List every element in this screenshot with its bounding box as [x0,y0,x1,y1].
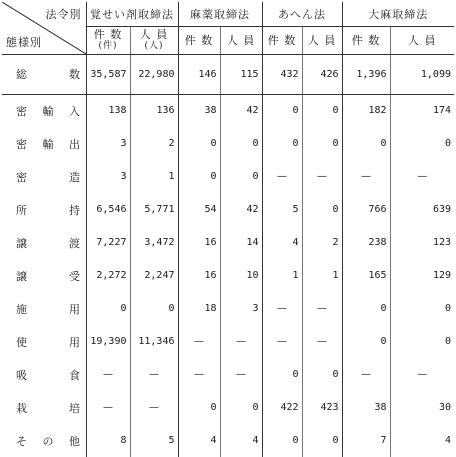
subheader-count: 件 数 [342,26,390,54]
table-body [2,54,454,457]
cell-count: — [342,160,390,193]
corner-header [2,2,86,54]
cell-count: 4 [262,226,302,259]
law-header-narcotics: 麻薬取締法 [178,2,262,26]
cell-count: 0 [262,358,302,391]
cell-people: 14 [220,226,262,259]
cell-people: 129 [432,270,451,281]
cell-count: — [262,325,302,358]
cell-people: 22,980 [130,54,178,94]
table-row [2,94,454,127]
cell-people: 11,346 [130,325,178,358]
cell-people: — [417,369,428,380]
cell-people: 0 [220,160,262,193]
cell-people: 0 [220,391,262,424]
cell-people: 30 [438,402,451,413]
cell-people: 2 [302,226,342,259]
cell-people: 1,099 [390,54,454,94]
table-row [2,226,454,259]
cell-people: 0 [444,138,451,149]
cell-count: 0 [178,391,220,424]
cell-count: — [178,325,220,358]
table-row-total [2,54,454,94]
cell-people: 4 [444,435,451,446]
cell-count: 0 [178,127,220,160]
cell-count: 16 [178,259,220,292]
cell-count: 0 [178,160,220,193]
cell-people: — [302,292,342,325]
cell-people: 423 [302,391,342,424]
cell-people: 174 [432,105,451,117]
cell-count: 146 [178,54,220,94]
row-label: 譲 受 [2,259,86,292]
corner-label-type: 態様別 [6,35,42,49]
cell-people: 0 [302,193,342,226]
cell-people: 0 [302,94,342,127]
cell-people: 639 [432,204,451,215]
cell-people: — [302,160,342,193]
row-label: そ の 他 [2,424,86,457]
cell-count: 432 [262,54,302,94]
cell-count: 16 [178,226,220,259]
cell-count: 3 [86,160,130,193]
cell-count: 6,546 [86,193,130,226]
cell-people: 0 [220,127,262,160]
row-label: 密 輸 入 [2,94,86,127]
cell-people: 4 [220,424,262,457]
subheader-count: 件 数 [178,26,220,54]
cell-people: — [417,171,428,182]
cell-count: 1,396 [342,54,390,94]
table-row [2,325,454,358]
cell-count: — [342,358,390,391]
row-label: 使 用 [2,325,86,358]
cell-people: — [130,391,178,424]
cell-count: 38 [342,391,390,424]
row-label: 譲 渡 [2,226,86,259]
cell-people: — [220,325,262,358]
row-label: 施 用 [2,292,86,325]
table-row [2,424,454,457]
subheader-people: 人 員 [220,26,262,54]
cell-count: 7 [342,424,390,457]
subheader-count: 件 数 (件) [86,26,130,54]
subheader-people: 人 員 (人) [130,26,178,54]
law-header-opium: あへん法 [262,2,342,26]
cell-people: 2 [130,127,178,160]
cell-count: 54 [178,193,220,226]
cell-count: 0 [342,127,390,160]
law-header-stimulants: 覚せい剤取締法 [86,2,178,26]
cell-count: 0 [342,292,390,325]
cell-people: 3,472 [130,226,178,259]
cell-people: 3 [220,292,262,325]
row-label: 密 造 [2,160,86,193]
cell-people: 123 [432,237,451,248]
row-label: 総 数 [2,54,86,94]
table-row [2,292,454,325]
cell-people: — [302,325,342,358]
table-row [2,127,454,160]
cell-count: — [86,358,130,391]
table-row [2,193,454,226]
cell-people: 10 [220,259,262,292]
cell-count: 0 [86,292,130,325]
cell-count: 5 [262,193,302,226]
cell-people: 2,247 [130,259,178,292]
cell-count: 35,587 [86,54,130,94]
cell-count: 3 [86,127,130,160]
cell-people: 0 [302,127,342,160]
cell-people: 0 [302,424,342,457]
cell-count: — [178,358,220,391]
cell-count: 7,227 [86,226,130,259]
row-label: 栽 培 [2,391,86,424]
cell-count: 38 [178,94,220,127]
cell-people: 5 [130,424,178,457]
cell-count: 766 [342,193,390,226]
table-row [2,358,454,391]
cell-count: 138 [86,94,130,127]
cell-people: 42 [220,94,262,127]
cell-count: — [262,160,302,193]
cell-count: 2,272 [86,259,130,292]
cell-count: — [262,292,302,325]
row-label: 密 輸 出 [2,127,86,160]
cell-people: 0 [444,336,451,347]
law-header-cannabis: 大麻取締法 [342,2,454,26]
cell-count: 0 [262,94,302,127]
row-label: 吸 食 [2,358,86,391]
row-label: 所 持 [2,193,86,226]
drug-offense-table [2,2,454,457]
cell-people: 136 [130,94,178,127]
cell-count: 0 [262,127,302,160]
cell-people: 0 [302,358,342,391]
cell-count: 4 [178,424,220,457]
cell-count: 165 [342,259,390,292]
cell-people: — [220,358,262,391]
cell-count: 1 [262,259,302,292]
cell-people: 426 [302,54,342,94]
cell-count: 0 [342,325,390,358]
cell-people: 5,771 [130,193,178,226]
cell-people: 0 [444,303,451,314]
cell-count: 422 [262,391,302,424]
cell-people: 1 [302,259,342,292]
subheader-people: 人 員 [390,26,454,54]
cell-people: 0 [130,292,178,325]
cell-people: 115 [220,54,262,94]
cell-people: — [130,358,178,391]
subheader-people: 人 員 [302,26,342,54]
cell-people: 1 [130,160,178,193]
cell-people: 42 [220,193,262,226]
cell-count: 8 [86,424,130,457]
cell-count: 0 [262,424,302,457]
cell-count: 18 [178,292,220,325]
table-row [2,160,454,193]
table-row [2,391,454,424]
subheader-count: 件 数 [262,26,302,54]
cell-count: 19,390 [86,325,130,358]
cell-count: 182 [342,94,390,127]
cell-count: — [86,391,130,424]
table-row [2,259,454,292]
cell-count: 238 [342,226,390,259]
corner-label-law: 法令別 [45,8,82,21]
